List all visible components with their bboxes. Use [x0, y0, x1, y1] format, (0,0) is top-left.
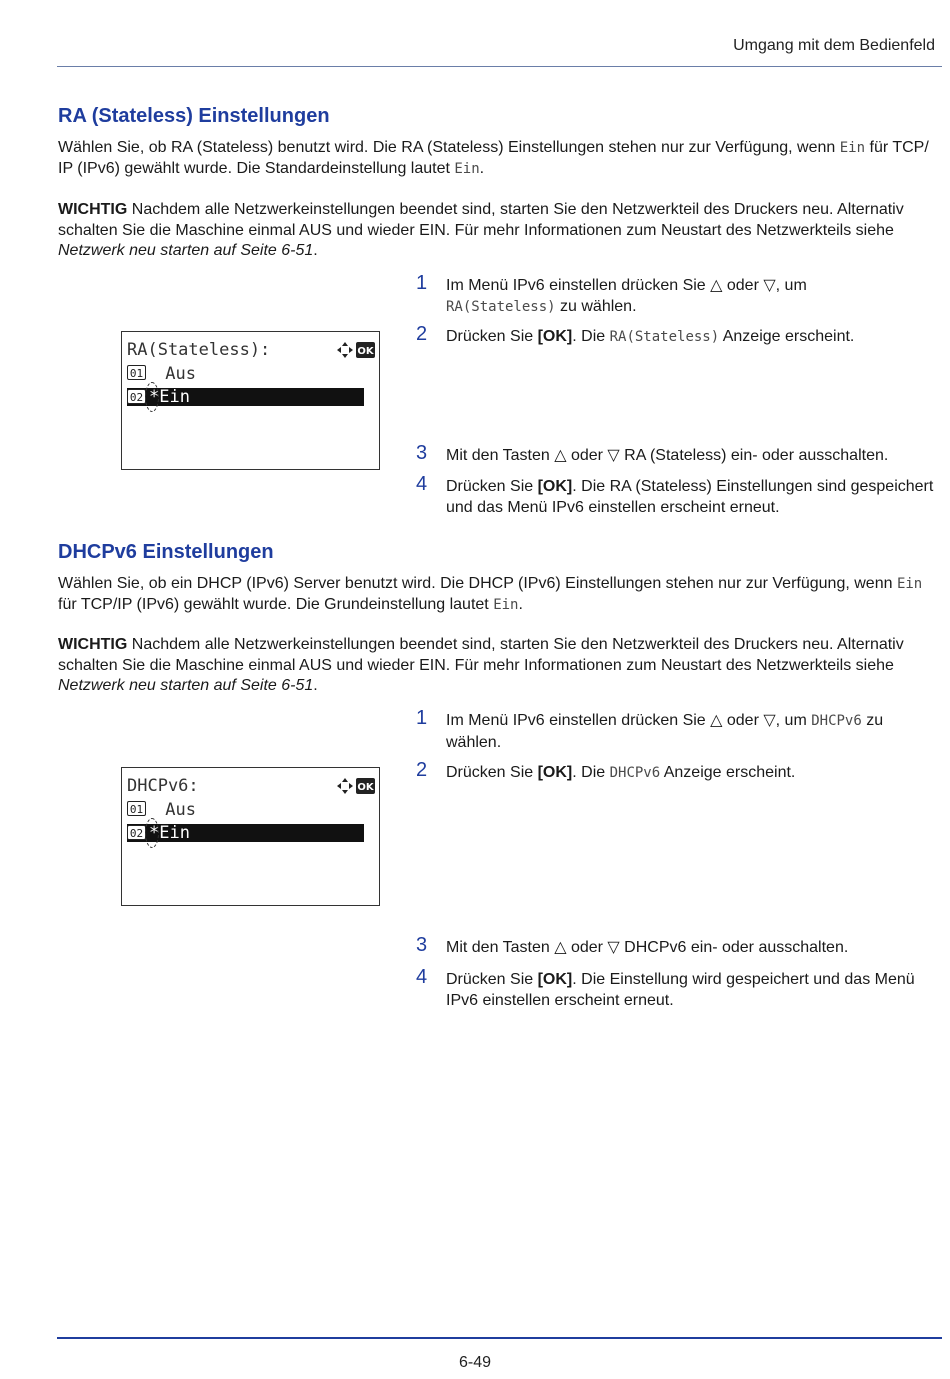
- page-number: 6-49: [458, 1354, 492, 1371]
- important-text: Nachdem alle Netzwerkeinstellungen beendet sind, starten Sie den Netzwerkteil des Druckers neu. Alternativ schalten Sie die Maschine einmal AUS und wieder EIN. Für mehr Informationen zum Neustart des Netzwerkteils siehe: [58, 201, 904, 239]
- step-text: zu wählen.: [446, 712, 884, 751]
- step-item: [416, 966, 941, 1011]
- step-text: Drücken Sie: [446, 328, 538, 345]
- step-text: . Die Einstellung wird gespeichert und das Menü IPv6 einstellen erscheint erneut.: [446, 971, 915, 1009]
- section-intro-ra: [58, 138, 943, 179]
- step-code: DHCPv6: [609, 765, 661, 781]
- intro-code: Ein: [454, 160, 480, 177]
- lcd-screen-ra-stateless: [121, 331, 380, 470]
- step-text: . Die: [572, 328, 610, 345]
- important-end: .: [313, 677, 318, 694]
- step-item: [416, 272, 941, 318]
- intro-text: Wählen Sie, ob RA (Stateless) benutzt wird. Die RA (Stateless) Einstellungen stehen nur zur Verfügung, wenn: [58, 139, 840, 156]
- step-text: Drücken Sie: [446, 478, 538, 495]
- lcd-title: DHCPv6:: [127, 776, 199, 796]
- option-label: Aus: [155, 800, 196, 820]
- important-label: WICHTIG: [58, 201, 128, 218]
- step-text: Im Menü IPv6 einstellen drücken Sie △ oder ▽, um: [446, 712, 812, 729]
- svg-text:OK: OK: [357, 782, 374, 793]
- option-number-badge: 02: [127, 825, 146, 840]
- important-note-ra: [58, 200, 943, 262]
- important-text: Nachdem alle Netzwerkeinstellungen beendet sind, starten Sie den Netzwerkteil des Druckers neu. Alternativ schalten Sie die Maschine einmal AUS und wieder EIN. Für mehr Informationen zum Neustart des Netzwerkteils siehe: [58, 636, 904, 674]
- intro-text: .: [518, 595, 523, 613]
- lcd-option-aus: [127, 800, 227, 818]
- section-title-ra-stateless: RA (Stateless) Einstellungen: [58, 105, 330, 127]
- step-number: 2: [416, 759, 428, 781]
- cross-reference: Netzwerk neu starten auf Seite 6-51: [58, 242, 314, 259]
- header-rule: [57, 66, 942, 67]
- intro-code: Ein: [896, 576, 923, 592]
- key-label: [OK]: [537, 478, 573, 495]
- step-text: Im Menü IPv6 einstellen drücken Sie △ oder ▽, um: [446, 277, 807, 294]
- step-code: RA(Stateless): [446, 299, 556, 315]
- lcd-option-ein-selected: [127, 824, 364, 842]
- step-text: Mit den Tasten △ oder ▽ RA (Stateless) ein- oder ausschalten.: [446, 447, 889, 464]
- step-text: Anzeige erscheint.: [719, 328, 855, 345]
- step-text: Drücken Sie: [446, 764, 538, 781]
- step-code: DHCPv6: [811, 713, 862, 729]
- important-end: .: [313, 242, 318, 259]
- svg-text:OK: OK: [357, 346, 374, 357]
- step-number: 1: [416, 272, 428, 294]
- nav-ok-icon: [336, 777, 376, 795]
- step-item: [416, 323, 941, 348]
- step-item: [416, 759, 941, 784]
- nav-ok-icon: [336, 341, 376, 359]
- step-text: . Die: [572, 764, 610, 781]
- step-number: 1: [416, 707, 428, 729]
- option-number-badge: 01: [127, 365, 146, 380]
- step-item: [416, 934, 941, 958]
- option-label: *Ein: [149, 387, 190, 407]
- key-label: [OK]: [537, 328, 573, 345]
- lcd-option-aus: [127, 364, 227, 382]
- intro-code: Ein: [839, 140, 866, 156]
- step-number: 2: [416, 323, 428, 345]
- step-code: RA(Stateless): [609, 329, 720, 345]
- lcd-option-ein-selected: [127, 388, 364, 406]
- lcd-screen-dhcpv6: [121, 767, 380, 906]
- step-item: [416, 473, 941, 518]
- step-text: zu wählen.: [555, 298, 637, 315]
- footer-rule: [57, 1337, 942, 1339]
- option-number-badge: 02: [127, 389, 146, 404]
- intro-text: Wählen Sie, ob ein DHCP (IPv6) Server benutzt wird. Die DHCP (IPv6) Einstellungen stehen nur zur Verfügung, wenn: [58, 575, 897, 592]
- option-number-badge: 01: [127, 801, 146, 816]
- step-number: 4: [416, 966, 428, 988]
- option-label: Aus: [155, 364, 196, 384]
- step-text: . Die RA (Stateless) Einstellungen sind gespeichert und das Menü IPv6 einstellen erscheint erneut.: [446, 478, 934, 516]
- step-text: Mit den Tasten △ oder ▽ DHCPv6 ein- oder ausschalten.: [446, 939, 849, 956]
- option-label: *Ein: [149, 823, 190, 843]
- step-number: 4: [416, 473, 428, 495]
- key-label: [OK]: [537, 764, 573, 781]
- important-label: WICHTIG: [58, 636, 128, 653]
- intro-text: für TCP/ IP (IPv6) gewählt wurde. Die Standardeinstellung lautet: [58, 139, 929, 177]
- cross-reference: Netzwerk neu starten auf Seite 6-51: [58, 677, 314, 694]
- section-intro-dhcpv6: [58, 574, 943, 615]
- intro-text: .: [479, 159, 485, 177]
- intro-code: Ein: [493, 596, 519, 613]
- step-number: 3: [416, 934, 428, 956]
- important-note-dhcpv6: [58, 635, 943, 697]
- step-number: 3: [416, 442, 428, 464]
- running-header: Umgang mit dem Bedienfeld: [733, 37, 935, 54]
- step-item: [416, 442, 941, 466]
- step-item: [416, 707, 941, 753]
- step-text: Anzeige erscheint.: [660, 764, 796, 781]
- key-label: [OK]: [537, 971, 573, 988]
- lcd-title: RA(Stateless):: [127, 340, 271, 360]
- section-title-dhcpv6: DHCPv6 Einstellungen: [58, 541, 274, 563]
- intro-text: für TCP/IP (IPv6) gewählt wurde. Die Grundeinstellung lautet: [58, 595, 494, 613]
- step-text: Drücken Sie: [446, 971, 538, 988]
